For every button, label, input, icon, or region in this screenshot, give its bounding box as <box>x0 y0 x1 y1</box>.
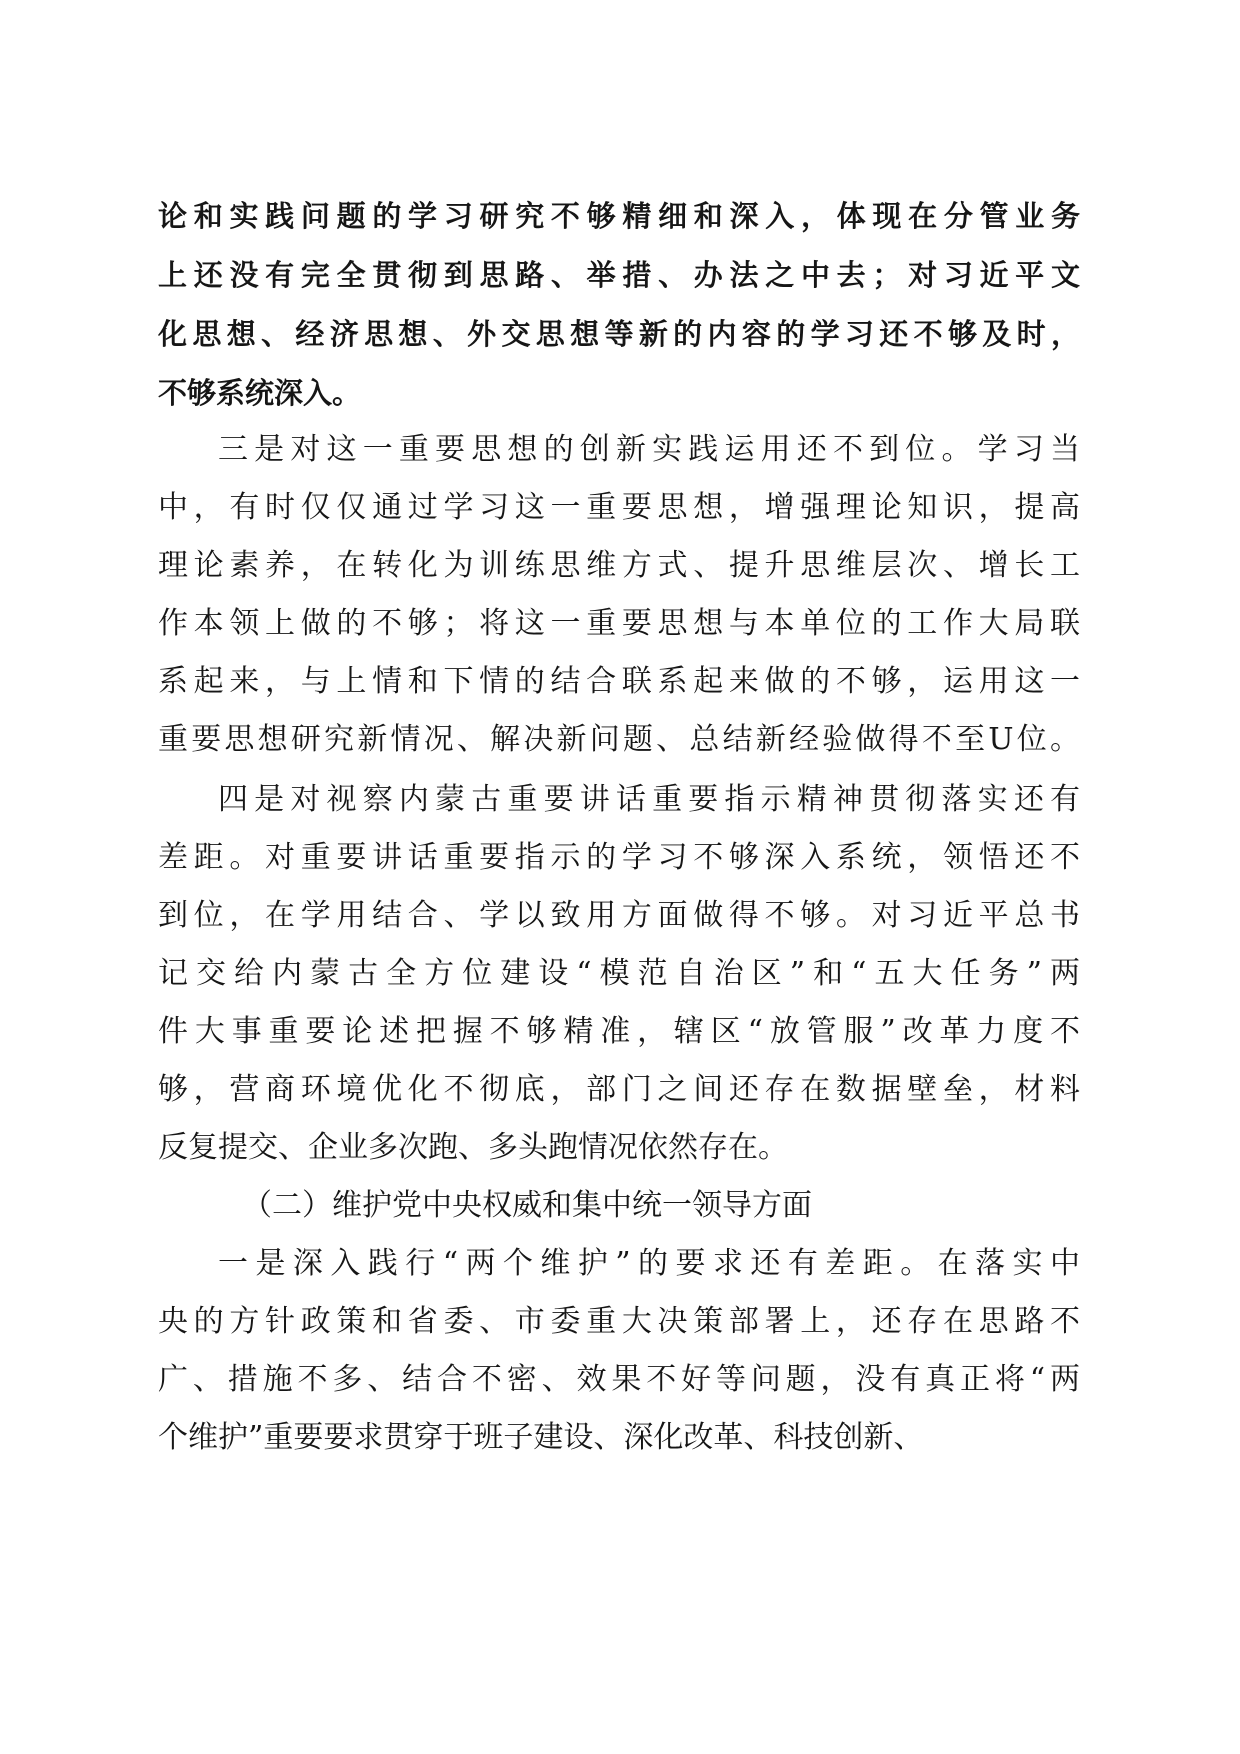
text-line: 系起来，与上情和下情的结合联系起来做的不够，运用这一 <box>158 664 1080 699</box>
text-line: 作本领上做的不够；将这一重要思想与本单位的工作大局联 <box>158 606 1080 641</box>
text-line: 论和实践问题的学习研究不够精细和深入，体现在分管业务 <box>158 199 1080 233</box>
section-heading: （二）维护党中央权威和集中统一领导方面 <box>242 1188 812 1223</box>
text-line: 广、措施不多、结合不密、效果不好等问题，没有真正将“两 <box>158 1362 1080 1397</box>
text-line: 上还没有完全贯彻到思路、举措、办法之中去；对习近平文 <box>158 258 1080 292</box>
text-line: 化思想、经济思想、外交思想等新的内容的学习还不够及时， <box>158 317 1080 351</box>
text-line: 件大事重要论述把握不够精准，辖区“放管服”改革力度不 <box>158 1014 1080 1049</box>
text-line: 央的方针政策和省委、市委重大决策部署上，还存在思路不 <box>158 1304 1080 1339</box>
text-line: 不够系统深入。 <box>158 376 362 410</box>
text-line: 反复提交、企业多次跑、多头跑情况依然存在。 <box>158 1130 788 1165</box>
text-line: 三是对这一重要思想的创新实践运用还不到位。学习当 <box>218 432 1080 467</box>
text-line: 够，营商环境优化不彻底，部门之间还存在数据壁垒，材料 <box>158 1072 1080 1107</box>
text-line: 中，有时仅仅通过学习这一重要思想，增强理论知识，提高 <box>158 490 1080 525</box>
text-line: 到位，在学用结合、学以致用方面做得不够。对习近平总书 <box>158 898 1080 933</box>
text-line: 一是深入践行“两个维护”的要求还有差距。在落实中 <box>218 1246 1080 1281</box>
text-line: 理论素养，在转化为训练思维方式、提升思维层次、增长工 <box>158 548 1080 583</box>
text-line: 重要思想研究新情况、解决新问题、总结新经验做得不至U位。 <box>158 722 1080 757</box>
text-line: 个维护”重要要求贯穿于班子建设、深化改革、科技创新、 <box>158 1420 924 1455</box>
text-line: 差距。对重要讲话重要指示的学习不够深入系统，领悟还不 <box>158 840 1080 875</box>
text-line: 四是对视察内蒙古重要讲话重要指示精神贯彻落实还有 <box>218 782 1080 817</box>
text-line: 记交给内蒙古全方位建设“模范自治区”和“五大任务”两 <box>158 956 1080 991</box>
